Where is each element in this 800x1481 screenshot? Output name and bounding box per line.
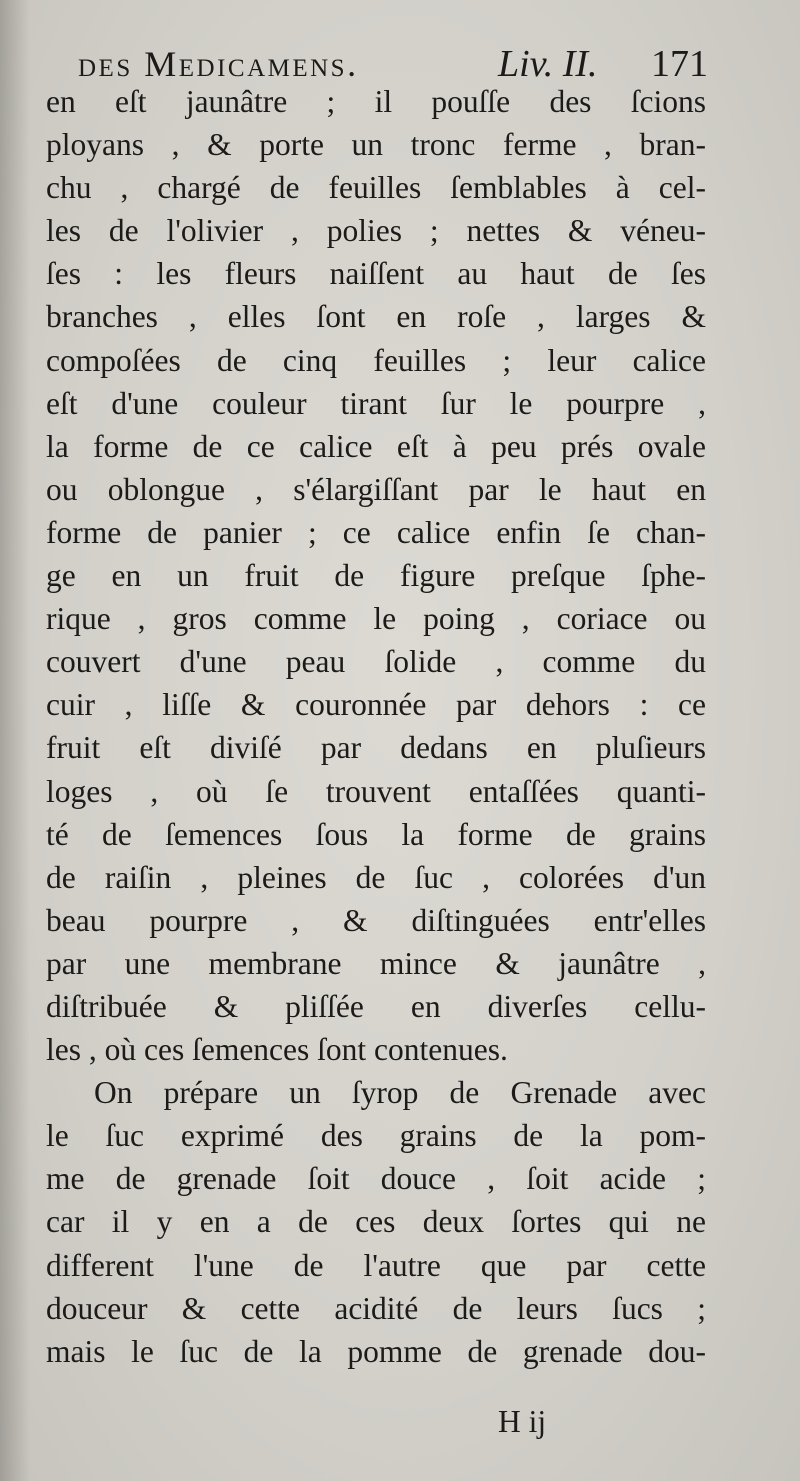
text-line: couvert d'une peau ſolide , comme du (46, 644, 706, 680)
running-head-title: des Medicamens. (78, 44, 359, 84)
text-line: ge en un fruit de figure preſque ſphe- (46, 558, 706, 594)
page-number: 171 (651, 43, 708, 85)
text-line: beau pourpre , & diſtinguées entr'elles (46, 902, 706, 938)
text-line: par une membrane mince & jaunâtre , (46, 945, 706, 981)
text-line: la forme de ce calice eſt à peu prés ovale (46, 428, 706, 464)
text-line: cuir , liſſe & couronnée par dehors : ce (46, 687, 706, 723)
text-line: ſes : les fleurs naiſſent au haut de ſes (46, 256, 706, 292)
signature-mark: H ij (498, 1404, 547, 1439)
text-line: les de l'olivier , polies ; nettes & véneu- (46, 213, 706, 249)
paragraph-start-line: On prépare un ſyrop de Grenade avec (94, 1075, 706, 1111)
text-line: le ſuc exprimé des grains de la pom- (46, 1118, 706, 1154)
text-line: ployans , & porte un tronc ferme , bran- (46, 127, 706, 163)
text-line: forme de panier ; ce calice enfin ſe chan- (46, 514, 706, 550)
text-line: en eſt jaunâtre ; il pouſſe des ſcions (46, 84, 706, 119)
text-line: de raiſin , pleines de ſuc , colorées d'un (46, 859, 706, 895)
text-line: loges , où ſe trouvent entaſſées quanti- (46, 773, 706, 809)
text-line: different l'une de l'autre que par cette (46, 1247, 706, 1283)
text-line: chu , chargé de feuilles ſemblables à cel- (46, 170, 706, 206)
text-line: diſtribuée & pliſſée en diverſes cellu- (46, 988, 706, 1024)
body-text (46, 80, 706, 1373)
text-line: me de grenade ſoit douce , ſoit acide ; (46, 1161, 706, 1197)
paragraph-end-line: les , où ces ſemences ſont contenues. (46, 1032, 508, 1068)
text-line: té de ſemences ſous la forme de grains (46, 816, 706, 852)
text-line: branches , elles ſont en roſe , larges & (46, 299, 706, 335)
running-head-book: Liv. II. (498, 43, 598, 85)
text-line: mais le ſuc de la pomme de grenade dou- (46, 1333, 706, 1369)
gutter-shadow (0, 0, 30, 1481)
text-line: ou oblongue , s'élargiſſant par le haut en (46, 471, 706, 507)
text-line: rique , gros comme le poing , coriace ou (46, 601, 706, 637)
text-line: douceur & cette acidité de leurs ſucs ; (46, 1290, 706, 1326)
text-line: car il y en a de ces deux ſortes qui ne (46, 1204, 706, 1240)
text-line: eſt d'une couleur tirant ſur le pourpre , (46, 385, 706, 421)
text-line: fruit eſt diviſé par dedans en pluſieurs (46, 730, 706, 766)
text-line: compoſées de cinq feuilles ; leur calice (46, 342, 706, 378)
